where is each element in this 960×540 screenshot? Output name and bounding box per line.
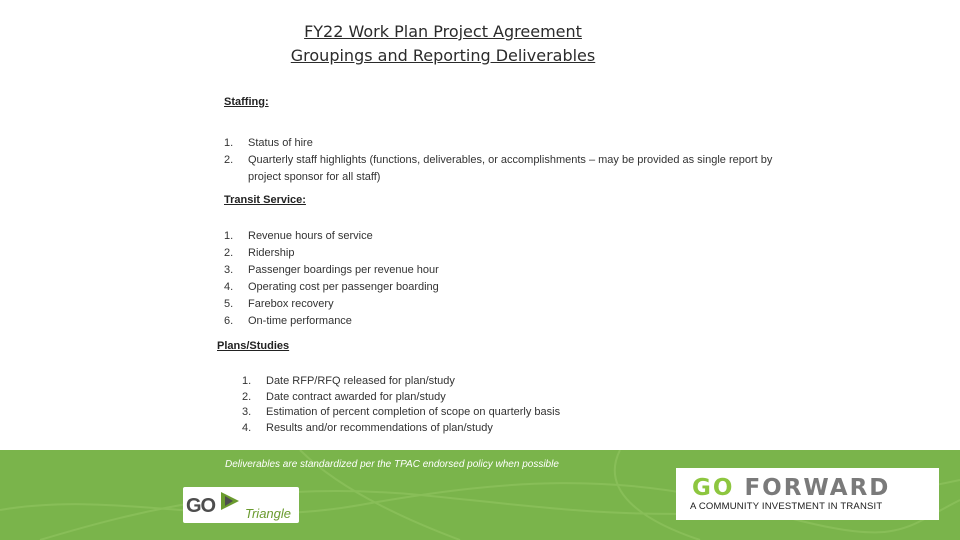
item-number: 3. [224,264,234,276]
list-item [242,374,777,390]
item-number: 2. [224,247,234,259]
list-item [224,262,784,279]
item-number: 4. [242,421,252,434]
go-forward-title [692,475,890,501]
go-triangle-text: Triangle [245,506,292,521]
list-item [224,245,784,262]
list-item [242,405,777,421]
transit-service-heading: Transit Service: [224,194,306,206]
list-item [224,313,784,330]
item-text: On-time performance [248,315,352,327]
staffing-list [224,135,784,186]
item-number: 6. [224,315,234,327]
item-text: Farebox recovery [248,298,334,310]
item-number: 1. [224,230,234,242]
item-number: 4. [224,281,234,293]
plans-studies-section [217,340,777,436]
item-text: Estimation of percent completion of scope on quarterly basis [266,406,561,418]
plans-studies-heading: Plans/Studies [217,340,290,352]
item-text: Results and/or recommendations of plan/study [266,421,493,434]
page-title [0,20,886,68]
list-item [224,228,784,245]
item-number: 2. [242,390,252,403]
item-number: 1. [224,137,234,149]
go-forward-forward: FORWARD [744,475,891,501]
footer-band [0,450,960,540]
item-number: 1. [242,375,252,387]
staffing-heading: Staffing: [224,96,269,108]
footnote: Deliverables are standardized per the TPAC endorsed policy when possible [225,459,559,470]
item-text: Operating cost per passenger boarding [248,281,439,293]
transit-service-section [224,194,784,330]
item-text: Date contract awarded for plan/study [266,390,446,403]
go-triangle-logo [183,487,299,523]
list-item [242,390,777,406]
list-item [224,279,784,296]
go-forward-go: GO [692,475,735,501]
item-text: Revenue hours of service [248,230,373,242]
item-number: 2. [224,154,234,166]
go-forward-tagline: A COMMUNITY INVESTMENT IN TRANSIT [690,501,883,512]
staffing-section [224,96,784,186]
list-item [224,296,784,313]
go-triangle-go-text: GO [186,495,216,517]
item-text: Ridership [248,247,295,259]
list-item [224,135,784,152]
plans-studies-list [217,374,777,436]
list-item [242,421,777,437]
triangle-mark-icon [219,490,241,512]
title-line-1: FY22 Work Plan Project Agreement [304,22,582,41]
item-text: Date RFP/RFQ released for plan/study [266,375,455,387]
list-item [224,152,784,186]
transit-service-list [224,228,784,330]
item-text: Quarterly staff highlights (functions, deliverables, or accomplishments – may be provided as single report by project sponsor for all staff) [248,154,773,183]
item-text: Status of hire [248,137,313,149]
item-number: 5. [224,298,234,310]
item-number: 3. [242,406,252,418]
title-line-2: Groupings and Reporting Deliverables [290,46,596,65]
item-text: Passenger boardings per revenue hour [248,264,439,276]
go-forward-logo [676,468,939,520]
